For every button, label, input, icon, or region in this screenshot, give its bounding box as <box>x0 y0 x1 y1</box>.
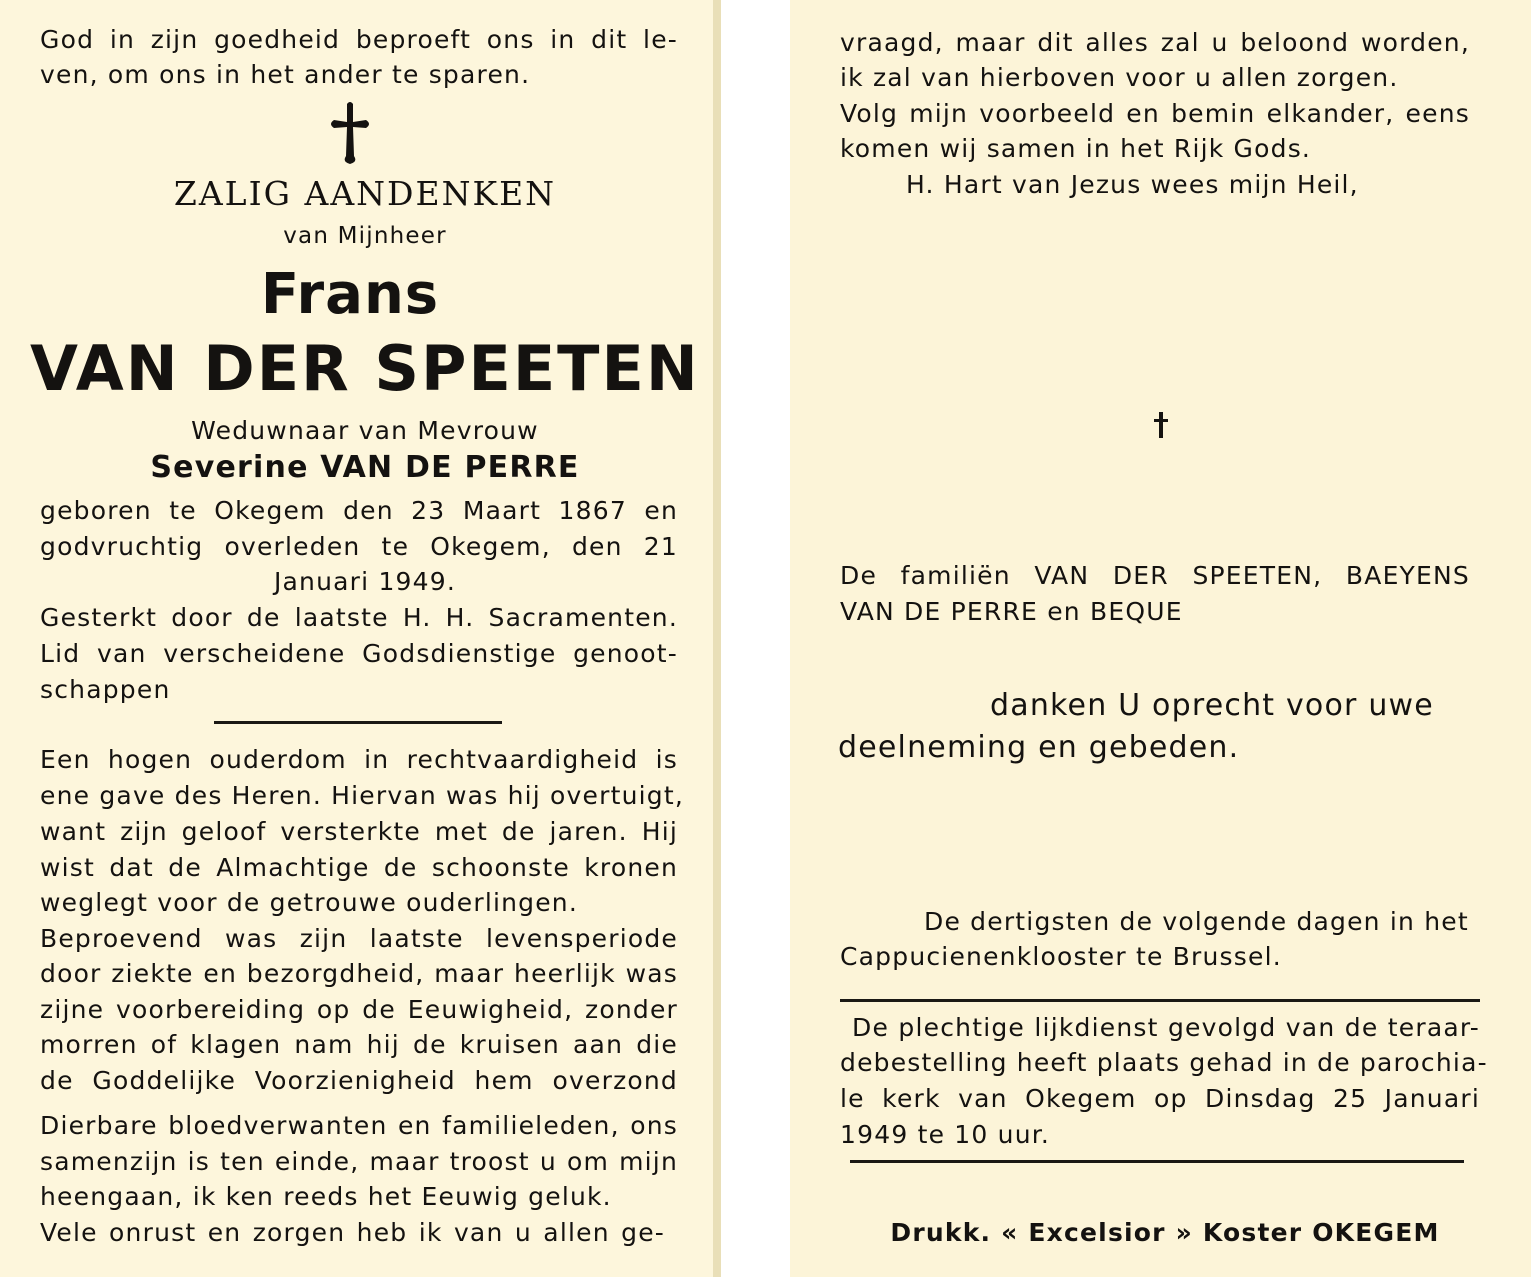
body-line-4: wist dat de Almachtige de schoonste kronen <box>40 853 678 882</box>
thanks-line-2: deelneming en gebeden. <box>838 730 1240 765</box>
widower-line: Weduwnaar van Mevrouw <box>191 416 539 445</box>
sub-heading: van Mijnheer <box>283 223 447 249</box>
small-cross-icon <box>1152 410 1170 440</box>
prayer-line: H. Hart van Jezus wees mijn Heil, <box>906 170 1359 199</box>
birth-line-1: geboren te Okegem den 23 Maart 1867 en <box>40 496 678 525</box>
cross-icon <box>326 100 374 166</box>
continuation-line-3: Volg mijn voorbeeld en bemin elkander, eens <box>840 99 1470 128</box>
continuation-line-2: ik zal van hierboven voor u allen zorgen. <box>840 63 1399 92</box>
body-line-14: Vele onrust en zorgen heb ik van u allen ge- <box>40 1218 665 1247</box>
body-line-2: ene gave des Heren. Hiervan was hij overtuigt, <box>40 781 685 810</box>
heading-zalig-aandenken: ZALIG AANDENKEN <box>173 174 557 213</box>
body-line-10: de Goddelijke Voorzienigheid hem overzond <box>40 1066 678 1095</box>
sacraments-line-1: Gesterkt door de laatste H. H. Sacramenten. <box>40 603 678 632</box>
left-card-panel <box>0 0 713 1277</box>
body-line-12: samenzijn is ten einde, maar troost u om mijn <box>40 1147 678 1176</box>
funeral-line-2: debestelling heeft plaats gehad in de parochia- <box>840 1048 1488 1077</box>
thirtieth-line-1: De dertigsten de volgende dagen in het <box>924 907 1469 936</box>
intro-line-1: God in zijn goedheid beproeft ons in dit le- <box>40 25 678 54</box>
body-line-3: want zijn geloof versterkte met de jaren. Hij <box>40 817 678 846</box>
birth-line-2: godvruchtig overleden te Okegem, den 21 <box>40 532 678 561</box>
funeral-line-4: 1949 te 10 uur. <box>840 1120 1051 1149</box>
first-name: Frans <box>260 262 440 327</box>
families-line-1: De familiën VAN DER SPEETEN, BAEYENS <box>840 561 1470 590</box>
right-card-panel <box>790 0 1531 1277</box>
body-line-1: Een hogen ouderdom in rechtvaardigheid is <box>40 745 678 774</box>
body-line-8: zijne voorbereiding op de Eeuwigheid, zonder <box>40 995 678 1024</box>
body-line-11: Dierbare bloedverwanten en familieleden, ons <box>40 1111 678 1140</box>
divider-right-top <box>840 999 1480 1002</box>
card-fold-shadow <box>713 0 721 1277</box>
body-line-9: morren of klagen nam hij de kruisen aan die <box>40 1030 678 1059</box>
body-line-6: Beproevend was zijn laatste levensperiode <box>40 924 678 953</box>
surname: VAN DER SPEETEN <box>30 332 700 405</box>
intro-line-2: ven, om ons in het ander te sparen. <box>40 60 531 89</box>
divider-left <box>214 721 502 724</box>
printer-line: Drukk. « Excelsior » Koster OKEGEM <box>890 1218 1440 1247</box>
body-line-13: heengaan, ik ken reeds het Eeuwig geluk. <box>40 1182 612 1211</box>
body-line-7: door ziekte en bezorgdheid, maar heerlijk was <box>40 959 678 988</box>
thirtieth-line-2: Cappucienenklooster te Brussel. <box>840 942 1282 971</box>
thanks-line-1: danken U oprecht voor uwe <box>990 688 1434 723</box>
families-line-2: VAN DE PERRE en BEQUE <box>840 597 1183 626</box>
birth-line-3: Januari 1949. <box>273 567 457 596</box>
sacraments-line-2: Lid van verscheidene Godsdienstige genoot- <box>40 639 678 668</box>
spouse-name: Severine VAN DE PERRE <box>150 450 580 485</box>
divider-right-bottom <box>850 1160 1464 1163</box>
funeral-line-3: le kerk van Okegem op Dinsdag 25 Januari <box>840 1084 1480 1113</box>
funeral-line-1: De plechtige lijkdienst gevolgd van de teraar- <box>852 1013 1480 1042</box>
continuation-line-4: komen wij samen in het Rijk Gods. <box>840 134 1312 163</box>
sacraments-line-3: schappen <box>40 675 171 704</box>
continuation-line-1: vraagd, maar dit alles zal u beloond worden, <box>840 28 1470 57</box>
body-line-5: weglegt voor de getrouwe ouderlingen. <box>40 888 578 917</box>
